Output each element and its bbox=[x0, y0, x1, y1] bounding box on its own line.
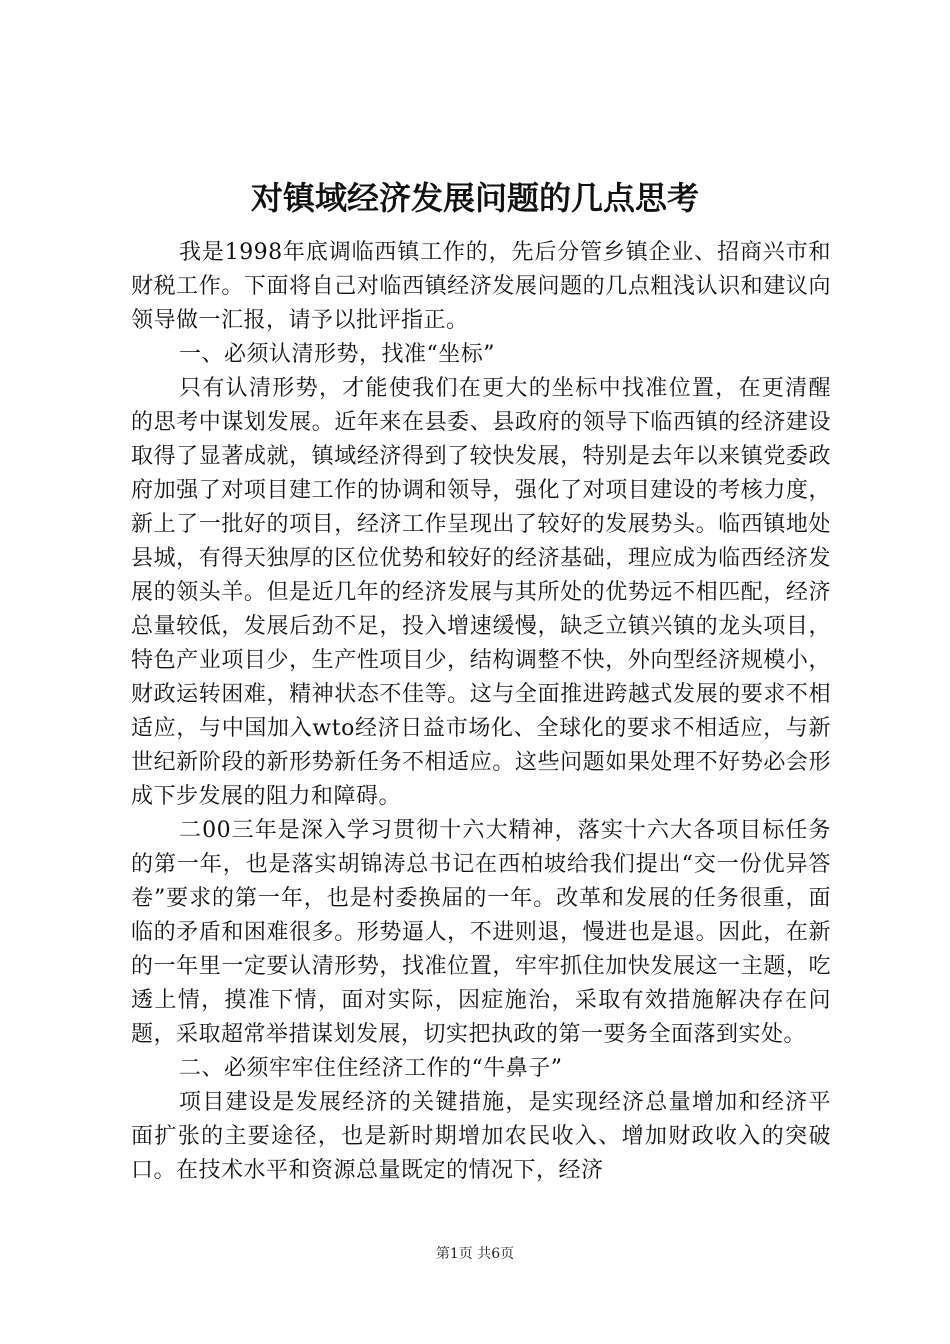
paragraph-situation: 只有认清形势，才能使我们在更大的坐标中找准位置，在更清醒的思考中谋划发展。近年来在县委、县政府的领导下临西镇的经济建设取得了显著成就，镇域经济得到了较快发展，特别是去年以来镇党委政府加强了对项目建工作的协调和领导，强化了对项目建设的考核力度，新上了一批好的项目，经济工作呈现出了较好的发展势头。临西镇地处县城，有得天独厚的区位优势和较好的经济基础，理应成为临西经济发展的领头羊。但是近几年的经济发展与其所处的优势远不相匹配，经济总量较低，发展后劲不足，投入增速缓慢，缺乏立镇兴镇的龙头项目，特色产业项目少，生产性项目少，结构调整不快，外向型经济规模小，财政运转困难，精神状态不佳等。这与全面推进跨越式发展的要求不相适应，与中国加入wto经济日益市场化、全球化的要求不相适应，与新世纪新阶段的新形势新任务不相适应。这些问题如果处理不好势必会形成下步发展的阻力和障碍。 bbox=[131, 376, 831, 809]
document-title: 对镇域经济发展问题的几点思考 bbox=[250, 179, 699, 217]
document-body bbox=[131, 236, 831, 1188]
section-heading-2: 二、必须牢牢住住经济工作的“牛鼻子” bbox=[179, 1056, 563, 1081]
paragraph-projects: 项目建设是发展经济的关键措施，是实现经济总量增加和经济平面扩张的主要途径，也是新时期增加农民收入、增加财政收入的突破口。在技术水平和资源总量既定的情况下，经济 bbox=[131, 1090, 831, 1183]
paragraph-intro: 我是1998年底调临西镇工作的，先后分管乡镇企业、招商兴市和财税工作。下面将自己对临西镇经济发展问题的几点粗浅认识和建议向领导做一汇报，请予以批评指正。 bbox=[131, 240, 831, 333]
page-number-footer: 第1页 共6页 bbox=[435, 1246, 515, 1262]
paragraph-2003: 二00三年是深入学习贯彻十六大精神，落实十六大各项目标任务的第一年，也是落实胡锦涛总书记在西柏坡给我们提出“交一份优异答卷”要求的第一年，也是村委换届的一年。改革和发展的任务很重，面临的矛盾和困难很多。形势逼人，不进则退，慢进也是退。因此，在新的一年里一定要认清形势，找准位置，牢牢抓住加快发展这一主题，吃透上情，摸准下情，面对实际，因症施治，采取有效措施解决存在问题，采取超常举措谋划发展，切实把执政的第一要务全面落到实处。 bbox=[131, 818, 831, 1047]
section-heading-1: 一、必须认清形势，找准“坐标” bbox=[179, 342, 495, 367]
